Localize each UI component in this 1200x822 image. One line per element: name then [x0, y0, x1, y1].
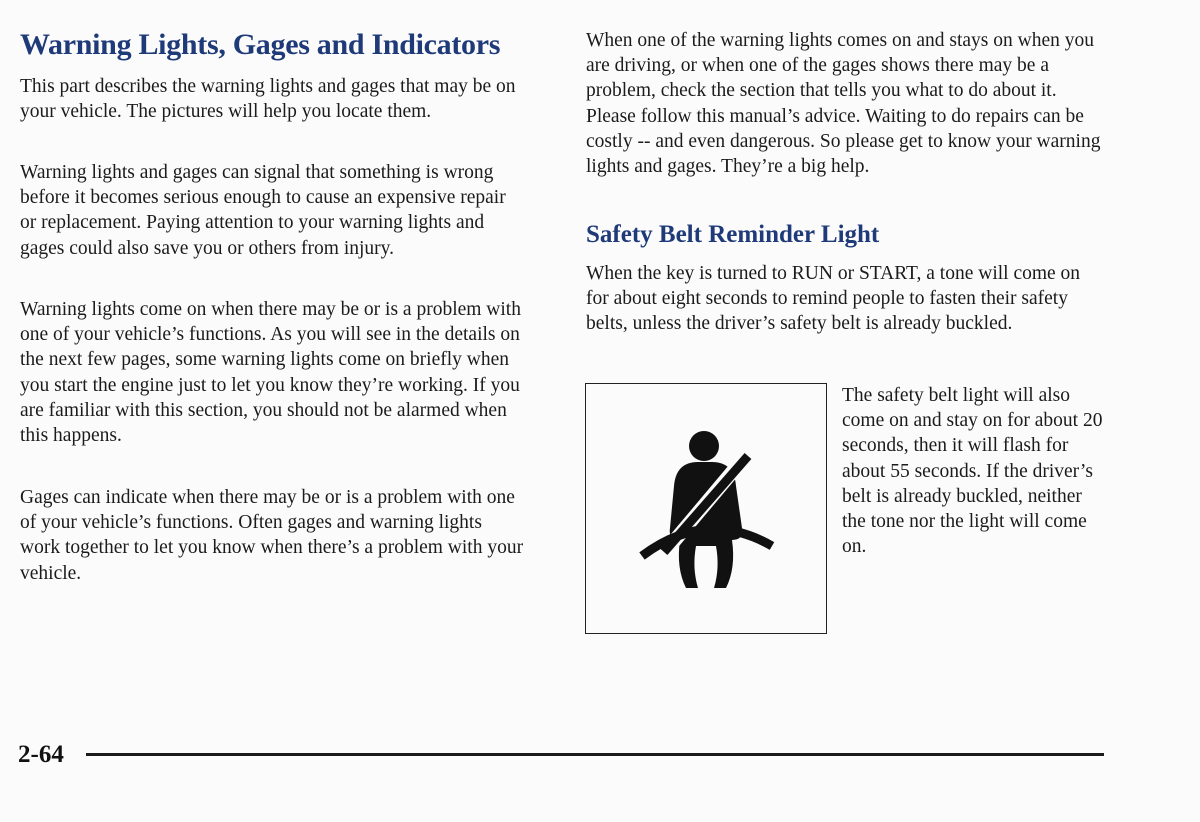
signal-paragraph: Warning lights and gages can signal that something is wrong before it becomes serious enough to cause an expensive repair or replacement. Paying attention to your warning lights and gages could also save you or others from injury.: [20, 162, 506, 259]
seatbelt-light-description: The safety belt light will also come on and stay on for about 20 seconds, then it will flash for about 55 seconds. If the driver’s belt is already buckled, neither the tone nor the light will come on.: [842, 385, 1103, 558]
page-title: Warning Lights, Gages and Indicators: [20, 28, 501, 61]
advice-paragraph: When one of the warning lights comes on and stays on when you are driving, or when one of the gages shows there may be a problem, check the section that tells you what to do about it. Please follow this manual’s advice. Waiting to do repairs can be costly -- and even dangerous. So please get to know your warning lights and gages. They’re a big help.: [586, 30, 1101, 178]
safety-belt-paragraph: When the key is turned to RUN or START, a tone will come on for about eight seconds to remind people to fasten their safety belts, unless the driver’s safety belt is already buckled.: [586, 263, 1081, 335]
seatbelt-icon: [636, 428, 776, 598]
footer-rule: [86, 753, 1104, 756]
seatbelt-icon-frame: [585, 383, 827, 634]
section-heading: Safety Belt Reminder Light: [586, 221, 880, 248]
gages-paragraph: Gages can indicate when there may be or is a problem with one of your vehicle’s functions. Often gages and warning lights work together to let you know when there’s a problem with your vehicle.: [20, 487, 524, 584]
intro-paragraph: This part describes the warning lights and gages that may be on your vehicle. The pictures will help you locate them.: [20, 76, 516, 123]
page-number: 2-64: [18, 741, 64, 768]
warning-lights-paragraph: Warning lights come on when there may be or is a problem with one of your vehicle’s functions. As you will see in the details on the next few pages, some warning lights come on briefly when you start the engine just to let you know they’re working. If you are familiar with this section, you should not be alarmed when this happens.: [20, 299, 521, 447]
